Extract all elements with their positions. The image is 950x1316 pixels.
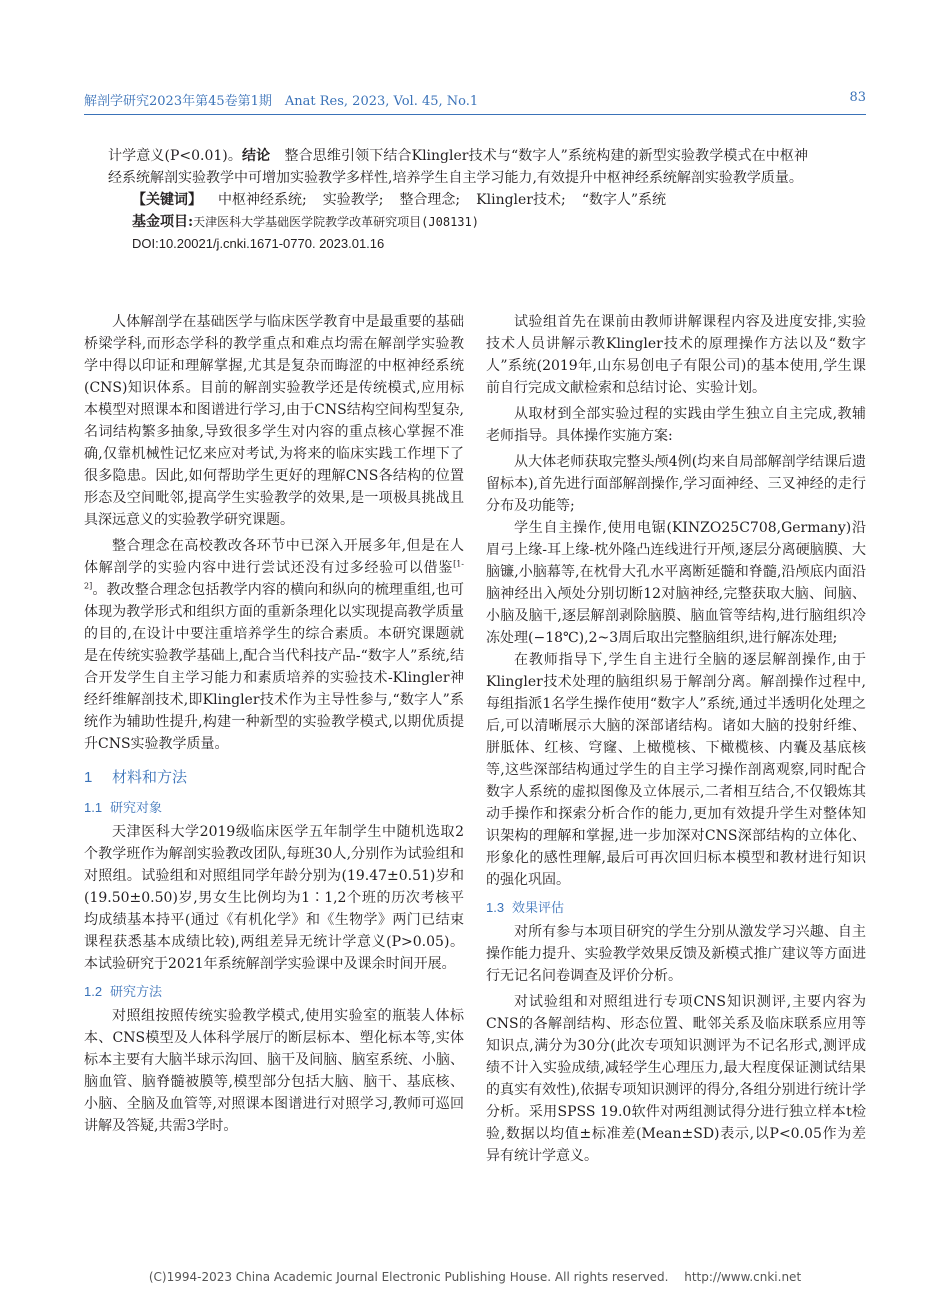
- keyword: 中枢神经系统;: [218, 192, 307, 208]
- right-column: [486, 311, 866, 1171]
- keyword: 整合理念;: [399, 192, 461, 208]
- journal-running-head: 解剖学研究2023年第45卷第1期 Anat Res, 2023, Vol. 45, No.1: [84, 94, 479, 109]
- body-paragraph: 从取材到全部实验过程的实践由学生独立自主完成,教辅老师指导。具体操作实施方案:: [486, 406, 866, 444]
- conclusion-paragraph: [108, 145, 808, 189]
- keyword: Klingler技术;: [476, 192, 566, 208]
- subsection-heading: [84, 981, 464, 1003]
- intro-paragraph: 人体解剖学在基础医学与临床医学教育中是最重要的基础桥梁学科,而形态学科的教学重点和难点均需在解剖学实验教学中得以印证和理解掌握,尤其是复杂而晦涩的中枢神经系统(CNS)知识体系。目前的解剖实验教学还是传统模式,应用标本模型对照课本和图谱进行学习,由于CNS结构空间构型复杂,名词结构繁多抽象,导致很多学生对内容的重点核心掌握不准确,仅靠机械性记忆来应对考试,为将来的临床实践工作埋下了很多隐患。因此,如何帮助学生更好的理解CNS各结构的位置形态及空间毗邻,提高学生实验教学的效果,是一项极具挑战且具深远意义的实验教学研究课题。: [84, 314, 464, 528]
- page-number: 83: [849, 90, 866, 105]
- intro-paragraph: [84, 535, 464, 755]
- procedure-step: 在教师指导下,学生自主进行全脑的逐层解剖操作,由于Klingler技术处理的脑组织易于解剖分离。解剖操作过程中,每组指派1名学生操作使用“数字人”系统,通过半透明化处理之后,可以清晰展示大脑的深部诸结构。诸如大脑的投射纤维、胼胝体、红核、穹窿、上橄榄核、下橄榄核、内囊及基底核等,这些深部结构通过学生的自主学习操作剖离观察,同时配合数字人系统的虚拟图像及立体展示,二者相互结合,不仅锻炼其动手操作和探索分析合作的能力,更加有效提升学生对整体知识架构的理解和掌握,进一步加深对CNS深部结构的立体化、形象化的感性理解,最后可再次回归标本模型和教材进行知识的强化巩固。: [486, 652, 866, 888]
- conclusion-text: 整合思维引领下结合Klingler技术与“数字人”系统构建的新型实验教学模式在中枢神经系统解剖实验教学中可增加实验教学多样性,培养学生自主学习能力,有效提升中枢神经系统解剖实验教学质量。: [108, 148, 809, 186]
- subsection-title: 效果评估: [512, 900, 565, 915]
- subsection-title: 研究对象: [110, 800, 163, 815]
- section-number: 1: [84, 769, 93, 786]
- running-header: [84, 90, 866, 112]
- procedure-step: 学生自主操作,使用电锯(KINZO25C708,Germany)沿眉弓上缘-耳上缘-枕外隆凸连线进行开颅,逐层分离硬脑膜、大脑镰,小脑幕等,在枕骨大孔水平离断延髓和脊髓,沿颅底内面沿脑神经出入颅处分别切断12对脑神经,完整获取大脑、间脑、小脑及脑干,逐层解剖剥除脑膜、脑血管等结构,进行脑组织冷冻处理(−18℃),2~3周后取出完整脑组织,进行解冻处理;: [486, 520, 866, 646]
- doi-line: DOI:10.20021/j.cnki.1671-0770. 2023.01.16: [132, 236, 385, 251]
- left-column: [84, 311, 464, 1141]
- body-paragraph: 天津医科大学2019级临床医学五年制学生中随机选取2个教学班作为解剖实验教改团队,每班30人,分别作为试验组和对照组。试验组和对照组同学年龄分别为(19.47±0.51)岁和(19.50±0.50)岁,男女生比例均为1∶1,2个班的历次考核平均成绩基本持平(通过《有机化学》和《生物学》两门已结束课程获悉基本成绩比较),两组差异无统计学意义(P>0.05)。本试验研究于2021年系统解剖学实验课中及课余时间开展。: [84, 824, 464, 972]
- subsection-number: 1.3: [486, 900, 505, 915]
- fund-line: [108, 211, 808, 233]
- subsection-number: 1.2: [84, 984, 103, 999]
- body-paragraph: 试验组首先在课前由教师讲解课程内容及进度安排,实验技术人员讲解示教Klingler技术的原理操作方法以及“数字人”系统(2019年,山东易创电子有限公司)的基本使用,学生课前自行完成文献检索和总结讨论、实验计划。: [486, 314, 866, 396]
- keyword: “数字人”系统: [581, 192, 667, 208]
- fund-label: 基金项目:: [132, 214, 194, 230]
- keywords-label: 【关键词】: [132, 192, 202, 208]
- intro-text: 。教改整合理念包括教学内容的横向和纵向的梳理重组,也可体现为教学形式和组织方面的重新条理化以实现提高教学质量的目的,在设计中要注重培养学生的综合素质。本研究课题就是在传统实验教学基础上,配合当代科技产品-“数字人”系统,结合开发学生自主学习能力和素质培养的实验技术-Klingler神经纤维解剖技术,即Klingler技术作为主导性参与,“数字人”系统作为辅助性提升,构建一种新型的实验教学模式,以期优质提升CNS实验教学质量。: [84, 582, 464, 752]
- conclusion-label: 结论: [242, 148, 271, 164]
- section-heading: [84, 767, 464, 789]
- body-paragraph: 对试验组和对照组进行专项CNS知识测评,主要内容为CNS的各解剖结构、形态位置、毗邻关系及临床联系应用等知识点,满分为30分(此次专项知识测评为不记名形式,测评成绩不计入实验成绩,减轻学生心理压力,最大程度保证测试结果的真实有效性),依据专项知识测评的得分,各组分别进行统计学分析。采用SPSS 19.0软件对两组测试得分进行独立样本t检验,数据以均值±标准差(Mean±SD)表示,以P<0.05作为差异有统计学意义。: [486, 994, 866, 1164]
- section-title: 材料和方法: [112, 769, 188, 786]
- procedure-step: 从大体老师获取完整头颅4例(均来自局部解剖学结课后遗留标本),首先进行面部解剖操作,学习面神经、三叉神经的走行分布及功能等;: [486, 454, 866, 514]
- citation: [1-2]: [84, 559, 464, 591]
- abstract-tail: 计学意义(P<0.01)。: [108, 148, 243, 164]
- keyword: 实验教学;: [322, 192, 384, 208]
- subsection-number: 1.1: [84, 800, 103, 815]
- header-rule: [84, 114, 866, 115]
- abstract-block: [108, 145, 808, 255]
- fund-value: 天津医科大学基础医学院教学改革研究项目(J08131): [193, 215, 479, 229]
- intro-text: 整合理念在高校教改各环节中已深入开展多年,但是在人体解剖学的实验内容中进行尝试还没有过多经验可以借鉴: [84, 538, 464, 576]
- body-paragraph: 对所有参与本项目研究的学生分别从激发学习兴趣、自主操作能力提升、实验教学效果反馈及新模式推广建议等方面进行无记名问卷调查及评价分析。: [486, 924, 866, 984]
- body-paragraph: 对照组按照传统实验教学模式,使用实验室的瓶装人体标本、CNS模型及人体科学展厅的断层标本、塑化标本等,实体标本主要有大脑半球示沟回、脑干及间脑、脑室系统、小脑、脑血管、脑脊髓被膜等,模型部分包括大脑、脑干、基底核、小脑、全脑及血管等,对照课本图谱进行对照学习,教师可巡回讲解及答疑,共需3学时。: [84, 1008, 464, 1134]
- subsection-heading: [486, 897, 866, 919]
- subsection-heading: [84, 797, 464, 819]
- copyright-footer: (C)1994-2023 China Academic Journal Electronic Publishing House. All rights reserved. http://www.cnki.net: [148, 1270, 802, 1284]
- keywords-line: [108, 189, 808, 211]
- subsection-title: 研究方法: [110, 984, 163, 999]
